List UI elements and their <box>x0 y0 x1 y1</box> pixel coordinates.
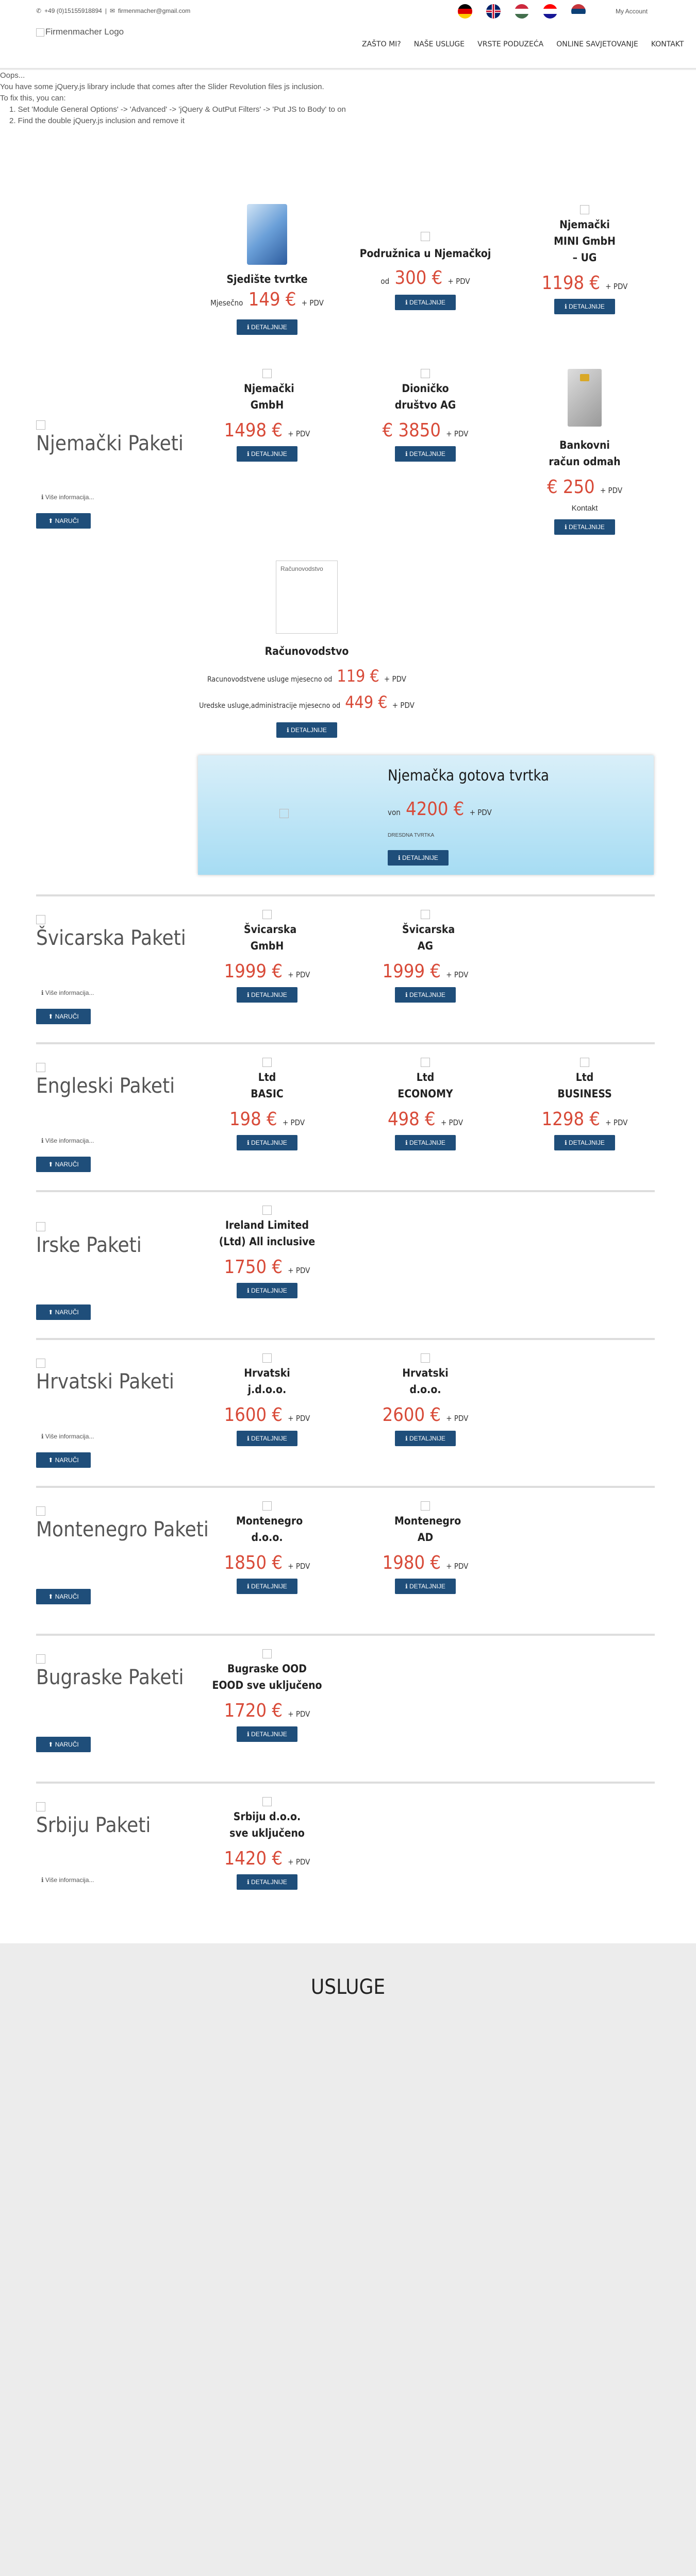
package-name: Njemački MINI GmbH – UG <box>554 218 616 264</box>
section-divider <box>36 1338 655 1340</box>
details-button[interactable]: ℹ DETALJNIJE <box>395 1431 456 1446</box>
nav-item-contact[interactable]: KONTAKT <box>651 40 684 48</box>
details-button[interactable]: ℹ DETALJNIJE <box>388 850 449 866</box>
section-title: Bugraske Paketi <box>36 1654 184 1690</box>
banner-subtitle: DRESDNA TVRTKA <box>388 833 435 838</box>
nav-item-company-types[interactable]: VRSTE PODUZEĆA <box>477 40 544 48</box>
order-button[interactable]: ⬆ NARUČI <box>36 1304 91 1320</box>
package-card <box>190 204 344 335</box>
more-info-link[interactable]: ℹ Više informacija... <box>41 1433 94 1440</box>
order-button[interactable]: ⬆ NARUČI <box>36 1157 91 1172</box>
site-logo[interactable] <box>36 27 124 37</box>
germany-flag-icon[interactable] <box>458 4 472 19</box>
section-title: Hrvatski Paketi <box>36 1359 174 1395</box>
broken-image-icon <box>262 1353 272 1363</box>
more-info-link[interactable]: ℹ Više informacija... <box>41 989 94 996</box>
order-button[interactable]: ⬆ NARUČI <box>36 1009 91 1024</box>
top-bar <box>0 0 696 24</box>
accounting-image: Računovodstvo <box>276 561 338 634</box>
package-card <box>507 205 662 314</box>
broken-image-icon <box>262 1797 272 1806</box>
package-price: Uredske usluge,administracije mjesecno od 449 € + PDV <box>199 692 415 712</box>
serbia-flag-icon[interactable] <box>571 4 586 19</box>
package-name: Dioničko društvo AG <box>394 382 456 411</box>
broken-image-icon <box>279 809 289 818</box>
croatia-flag-icon[interactable] <box>543 4 557 19</box>
details-button[interactable]: ℹ DETALJNIJE <box>237 1431 297 1446</box>
section-divider <box>36 1486 655 1488</box>
section-divider <box>36 1634 655 1636</box>
details-button[interactable]: ℹ DETALJNIJE <box>237 987 297 1003</box>
package-card: Srbiju d.o.o. sve uključeno 1420 € + PDV ℹ DETALJNIJE <box>190 1797 344 1890</box>
section-divider <box>36 1190 655 1192</box>
banner-title: Njemačka gotova tvrtka <box>388 767 550 784</box>
package-price: € 3850 + PDV <box>382 420 469 441</box>
banner-price: von 4200 € + PDV <box>388 799 492 820</box>
package-card: Švicarska AG 1999 € + PDV ℹ DETALJNIJE <box>348 910 503 1003</box>
phone-number[interactable]: +49 (0)15155918894 <box>44 7 102 14</box>
package-card: Ltd BUSINESS 1298 € + PDV ℹ DETALJNIJE <box>507 1058 662 1150</box>
broken-image-icon <box>36 1654 45 1664</box>
section-divider <box>36 1782 655 1784</box>
package-card: Montenegro AD 1980 € + PDV ℹ DETALJNIJE <box>348 1501 503 1594</box>
info-icon: ℹ <box>41 494 44 501</box>
details-button[interactable]: ℹ DETALJNIJE <box>554 519 615 535</box>
details-button[interactable]: ℹ DETALJNIJE <box>237 1579 297 1594</box>
more-info-link[interactable]: ℹ Više informacija... <box>41 1876 94 1884</box>
broken-image-icon <box>36 1506 45 1516</box>
broken-image-icon <box>36 1802 45 1811</box>
section-divider <box>36 894 655 896</box>
uk-flag-icon[interactable] <box>486 4 501 19</box>
email-link[interactable]: firmenmacher@gmail.com <box>118 7 191 14</box>
more-info-link[interactable]: ℹ Više informacija... <box>41 494 94 501</box>
broken-image-icon <box>36 1359 45 1368</box>
nav-item-why-us[interactable]: ZAŠTO MI? <box>362 40 401 48</box>
language-flags <box>458 4 586 19</box>
details-button[interactable]: ℹ DETALJNIJE <box>237 1874 297 1890</box>
notice-line: 1. Set 'Module General Options' -> 'Advanced' -> 'jQuery & OutPut Filters' -> 'Put JS to Body' to on <box>9 105 346 114</box>
package-card: Ireland Limited (Ltd) All inclusive 1750 € + PDV ℹ DETALJNIJE <box>190 1206 344 1298</box>
phone-icon: ✆ <box>36 7 42 14</box>
broken-image-icon <box>36 915 45 924</box>
order-button[interactable]: ⬆ NARUČI <box>36 513 91 529</box>
package-card <box>190 369 344 462</box>
logo-alt-text: Firmenmacher Logo <box>45 27 124 37</box>
package-card: Hrvatski d.o.o. 2600 € + PDV ℹ DETALJNIJE <box>348 1353 503 1446</box>
packages-content <box>0 152 696 1943</box>
broken-image-icon <box>421 232 430 241</box>
broken-image-icon <box>580 205 589 214</box>
section-title: Montenegro Paketi <box>36 1506 209 1543</box>
broken-image-icon <box>421 1058 430 1067</box>
package-price: 1498 € + PDV <box>224 420 310 441</box>
details-button[interactable]: ℹ DETALJNIJE <box>237 1726 297 1742</box>
slider-error-notice <box>0 70 696 152</box>
package-card <box>507 369 662 535</box>
services-heading: USLUGE <box>310 1975 386 1999</box>
broken-image-icon <box>36 28 44 37</box>
section-title: Engleski Paketi <box>36 1063 175 1099</box>
more-info-link[interactable]: ℹ Više informacija... <box>41 1137 94 1144</box>
broken-image-icon <box>421 910 430 919</box>
package-name: Njemački GmbH <box>244 382 294 411</box>
contact-info: ✆ +49 (0)15155918894 | ✉ firmenmacher@gmail.com <box>36 7 191 14</box>
services-section <box>0 1943 696 2576</box>
details-button[interactable]: ℹ DETALJNIJE <box>395 1135 456 1150</box>
package-price: € 250 + PDV <box>546 477 623 498</box>
notice-line: You have some jQuery.js library include that comes after the Slider Revolution files js inclusion. <box>0 82 324 91</box>
package-name: Računovodstvo <box>264 645 349 657</box>
details-button[interactable]: ℹ DETALJNIJE <box>276 722 337 738</box>
details-button[interactable]: ℹ DETALJNIJE <box>237 1135 297 1150</box>
broken-image-icon <box>421 1501 430 1511</box>
details-button[interactable]: ℹ DETALJNIJE <box>395 1579 456 1594</box>
order-button[interactable]: ⬆ NARUČI <box>36 1737 91 1752</box>
package-card <box>348 369 503 462</box>
broken-image-icon <box>262 1501 272 1511</box>
package-price: Racunovodstvene usluge mjesecno od 119 € + PDV <box>207 666 407 686</box>
broken-image-icon <box>421 1353 430 1363</box>
nav-item-online-consulting[interactable]: ONLINE SAVJETOVANJE <box>556 40 638 48</box>
package-price: 1198 € + PDV <box>541 273 628 294</box>
section-divider <box>36 1042 655 1044</box>
section-title: Njemački Paketi <box>36 420 184 456</box>
broken-image-icon <box>262 910 272 919</box>
broken-image-icon <box>36 420 45 430</box>
package-card <box>196 561 418 738</box>
hungary-flag-icon[interactable] <box>515 4 529 19</box>
ready-company-banner <box>198 755 654 875</box>
package-box-image <box>247 204 287 265</box>
section-title: Irske Paketi <box>36 1222 142 1258</box>
details-button[interactable]: ℹ DETALJNIJE <box>237 446 297 462</box>
broken-image-icon <box>262 1649 272 1658</box>
package-card <box>348 232 503 310</box>
nav-item-services[interactable]: NAŠE USLUGE <box>413 40 465 48</box>
package-card: Ltd BASIC 198 € + PDV ℹ DETALJNIJE <box>190 1058 344 1150</box>
package-card: Bugraske OOD EOOD sve uključeno 1720 € + PDV ℹ DETALJNIJE <box>190 1649 344 1742</box>
broken-image-icon <box>262 1206 272 1215</box>
package-name: Podružnica u Njemačkoj <box>359 247 491 260</box>
mail-icon: ✉ <box>109 7 115 14</box>
order-button[interactable]: ⬆ NARUČI <box>36 1452 91 1468</box>
order-button[interactable]: ⬆ NARUČI <box>36 1589 91 1604</box>
details-button[interactable]: ℹ DETALJNIJE <box>395 446 456 462</box>
details-button[interactable]: ℹ DETALJNIJE <box>554 299 615 314</box>
bank-card-image <box>568 369 602 427</box>
my-account-link[interactable]: My Account <box>616 8 648 15</box>
details-button[interactable]: ℹ DETALJNIJE <box>237 319 297 335</box>
details-button[interactable]: ℹ DETALJNIJE <box>395 987 456 1003</box>
contact-note: Kontakt <box>571 504 598 513</box>
section-title: Srbiju Paketi <box>36 1802 151 1838</box>
main-nav <box>362 40 684 48</box>
broken-image-icon <box>36 1222 45 1231</box>
package-price: Mjesečno 149 € + PDV <box>210 289 324 310</box>
package-card: Montenegro d.o.o. 1850 € + PDV ℹ DETALJNIJE <box>190 1501 344 1594</box>
broken-image-icon <box>421 369 430 378</box>
broken-image-icon <box>36 1063 45 1072</box>
details-button[interactable]: ℹ DETALJNIJE <box>395 295 456 310</box>
section-title: Švicarska Paketi <box>36 915 186 951</box>
package-card: Ltd ECONOMY 498 € + PDV ℹ DETALJNIJE <box>348 1058 503 1150</box>
package-name: Sjedište tvrtke <box>226 273 308 285</box>
package-card: Švicarska GmbH 1999 € + PDV ℹ DETALJNIJE <box>190 910 344 1003</box>
site-header <box>0 24 696 69</box>
notice-line: To fix this, you can: <box>0 94 66 103</box>
broken-image-icon <box>262 369 272 378</box>
notice-line: Oops... <box>0 71 25 80</box>
notice-line: 2. Find the double jQuery.js inclusion and remove it <box>9 116 185 125</box>
package-name: Bankovni račun odmah <box>549 439 621 468</box>
broken-image-icon <box>580 1058 589 1067</box>
details-button[interactable]: ℹ DETALJNIJE <box>237 1283 297 1298</box>
package-price: od 300 € + PDV <box>380 267 470 289</box>
broken-image-icon <box>262 1058 272 1067</box>
details-button[interactable]: ℹ DETALJNIJE <box>554 1135 615 1150</box>
package-card: Hrvatski j.d.o.o. 1600 € + PDV ℹ DETALJNIJE <box>190 1353 344 1446</box>
